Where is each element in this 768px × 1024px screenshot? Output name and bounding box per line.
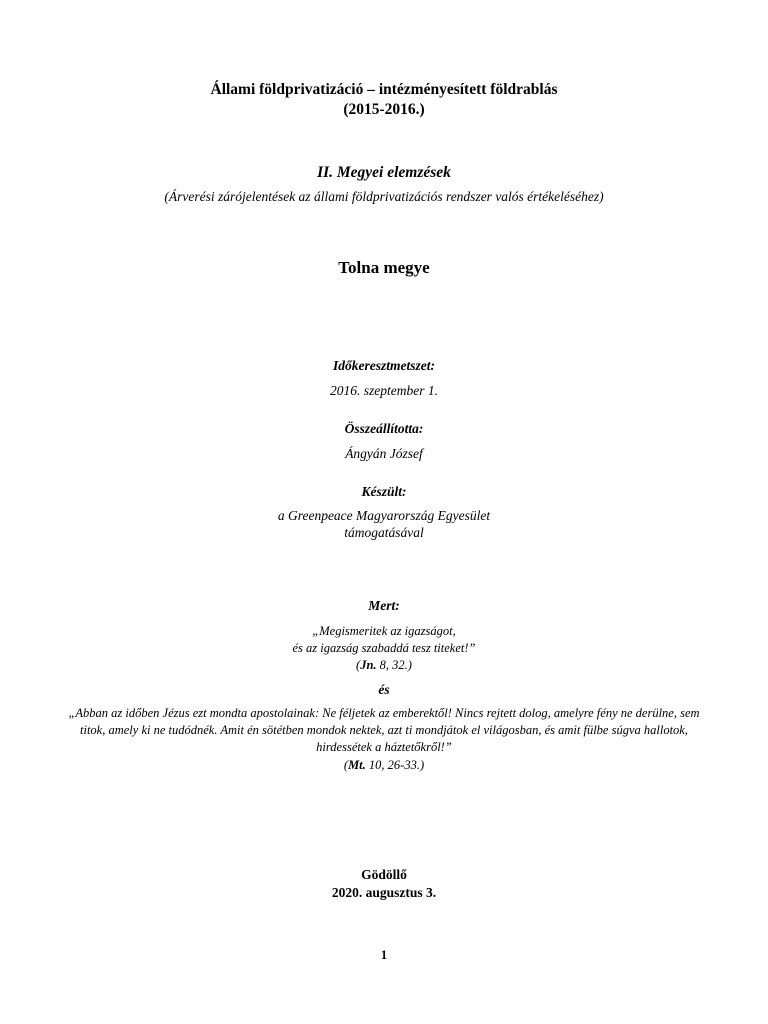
county-title: Tolna megye [338,258,430,277]
quote1-line1: „Megismeritek az igazságot, [312,624,456,638]
made-line2: támogatásával [344,525,424,540]
compiled-label: Összeállította: [344,421,424,436]
page-number: 1 [380,948,388,962]
because-label: Mert: [368,598,400,613]
compiled-value: Ángyán József [345,446,423,461]
made-label: Készült: [361,484,407,499]
footer-date: 2020. augusztus 3. [331,885,437,900]
and-label: és [378,682,390,697]
series-subtitle: (Árverési zárójelentések az állami földprivatizációs rendszer valós értékeléséhez) [164,189,604,204]
quote2-ref-verse: 10, 26-33.) [365,758,425,772]
snapshot-label: Időkeresztmetszet: [333,358,435,373]
document-title-line1: Állami földprivatizáció – intézményesített földrablás [210,81,558,98]
footer-place: Gödöllő [361,867,407,882]
made-line1: a Greenpeace Magyarország Egyesület [277,508,491,523]
quote1-ref-verse: 8, 32.) [376,658,412,672]
quote2-text: „Abban az időben Jézus ezt mondta apostolainak: Ne féljetek az emberektől! Nincs rejtett dolog, amelyre fény ne derülne, sem titok, amely ki ne tudódnék. Amit én sötétben mondok nektek, azt ti mondjátok el világosban, és amit fülbe súgva hallotok, hirdessétek a háztetőkről!” [68,706,700,754]
quote1-reference: (Jn. 8, 32.) [356,658,412,672]
quote2-ref-book: Mt. [348,758,366,772]
snapshot-value: 2016. szeptember 1. [330,383,438,398]
document-title-line2: (2015-2016.) [343,101,425,118]
quote1-line2: és az igazság szabaddá tesz titeket!” [292,641,476,655]
series-title: II. Megyei elemzések [317,164,451,181]
quote2-reference: (Mt. 10, 26-33.) [343,758,425,772]
quote1-ref-book: Jn. [360,658,377,672]
